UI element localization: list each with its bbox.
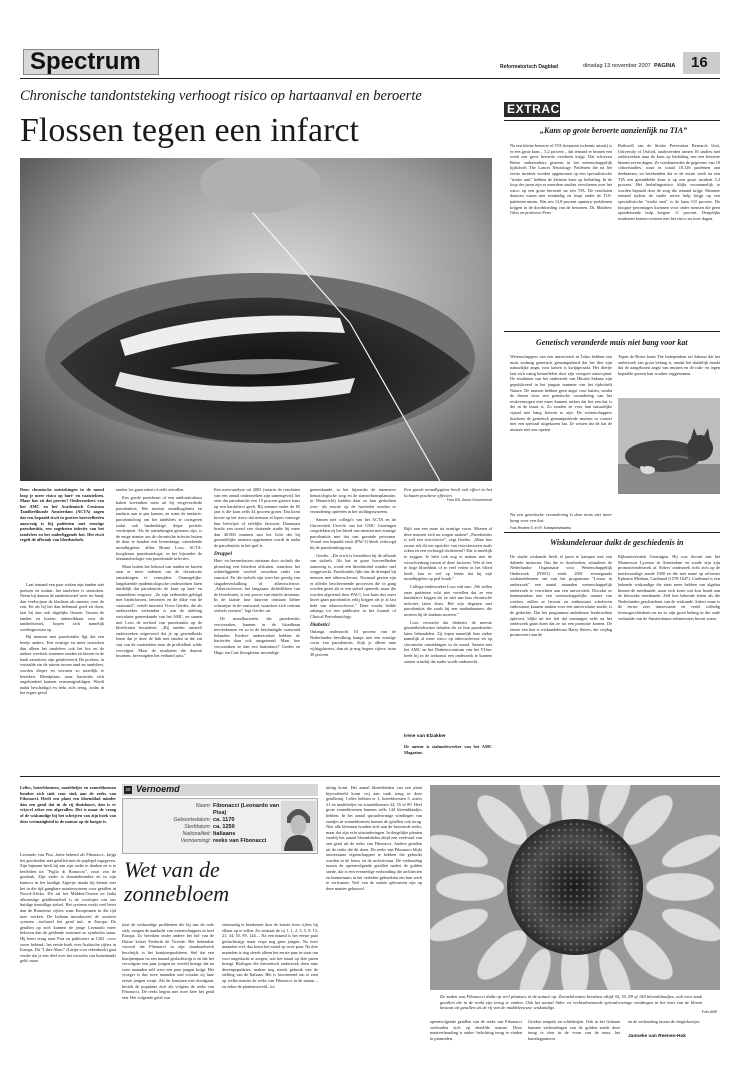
article-col1 bbox=[20, 582, 104, 762]
side1-bottom-rule bbox=[504, 331, 720, 332]
paragraph: Gerdes: „Dit eiwit is betrokken bij de afbraak van stolsels. Als het in grote hoeveelheden aanwezig is, wordt een bloedstolsel minder snel weggewerkt. Parodontitis lijkt dus de drempel bij mensen met atherosclerose. Normaal gezien zijn er allerlei beschermende processen die in gang worden gezet als er een stolsel optreedt, maar die worden afgeremd door PAI-1, hoe kans dus meer bezet gaan parodontitis erbij krijgen als je al last hebt van atherosclerose.” Deze vondst leidde onlangs tot een publicatie in het Journal of Clinical Periodontology. bbox=[310, 552, 396, 620]
side3-colA: De studie wiskunde heeft al jaren te kampen met een dalende instroom. Om die te doorbreken, stimuleert de Nederlandse Organisatie voor Wetenschappelijk Onderzoek (NWO) sinds 2001 eerstegraads wiskundeleraren om van het programma "Leraar in onderzoek" een aantal maanden wetenschappelijk onderzoek te verrichten aan een universiteit. Doordat ze kennismaken met een wetenschappelijke manier van werken, zullen ze bewust en enthousiast scholieren enthousiast kunnen maken voor een universitaire studie, is de gedachte. Dat het programma ambitieuze leerkrachten oplevert, blijkt uit het feit dat sommigen zelfs na het onderzoek gaan doen dat ze tot een promotie komen. De eerste van hen is wiskundeleraar Harry Sitters, die vrijdag promoveert aan de bbox=[510, 554, 612, 638]
fibonacci-info-values bbox=[213, 803, 281, 845]
masthead bbox=[20, 48, 720, 78]
paragraph: Een meta-analyse uit 2003 (waarin de resultaten van een aantal onderzoeken zijn samengevat) liet zien dat parodontitis een 19 procent grotere kans op een hartinfarct geeft. Bij mensen onder de 65 jaar is die kans zelfs 44 procent groter. Dat komt boven op het risico dat mensen al lopen vanwege hun leefwijze of erfelijke factoren. Daarnaast bracht een tweed vier duizende studie bij meer dan 40.000 mannen aan het licht dat bij gezondelijke mensen opgenomen wordt in nadat de parodontitis in het spel is. bbox=[214, 487, 300, 548]
article-byline: Irene van Elzakker bbox=[404, 734, 446, 739]
info-value: Fibonacci (Leonardo van Pisa) bbox=[213, 803, 280, 816]
series-header bbox=[122, 784, 318, 796]
paragraph: geneeskunde, in het bijzonder de intensieve hematologische zorg en de stamceltransplantatie, in Maastricht) hadden daar zo hun gedachten over: als reactie op de bacteriën zouden er verandering optreden in het stollingssysteem. bbox=[310, 487, 396, 515]
paragraph: tanden los gaan zitten of zelfs uitvallen. bbox=[116, 487, 185, 492]
info-label: Nationaliteit: bbox=[182, 831, 211, 837]
side1-title: „Kans op grote beroerte aanzienlijk na TIA” bbox=[540, 126, 688, 135]
paper-name: Reformatorisch Dagblad bbox=[500, 64, 559, 70]
paragraph: Bij mensen met parodontitis ligt dat een beetje anders. Een ernstige en meer ontstoken dan alleen het tandvlees ook het bot en de andere weefsels waarmee tanden en kiezen in de kaak vastzitten, zijn geïnfecteerd. De pockets, in vertaalde zin de ruimte tussen tand en tandvlees, worden dieper en wermen zo moeilijk te bereiken. Bloedplaats waar bacteriën zich ongehinderd kunnen vermenigvuldigen. Wordt nadat beschadigd en trekt zich terug, zodat in het ergste geval bbox=[20, 634, 104, 696]
paragraph: Loos verwacht dat diabetici de meeste gezondheidswinst behalen als ze hun parodontitis laten behandelen. Zij lopen namelijk hun ziekte namelijk al meer risico op atherosclerose en op chronische ontstekingen in de mond. Samen met het AMC en het Diabetescentrum van het VUmc heeft hij in de toekomst een onderzoek te kunnen starten waarbij dat nader wordt onderzocht. bbox=[404, 619, 492, 664]
article-col3 bbox=[214, 487, 300, 762]
page-number: 16 bbox=[691, 54, 708, 71]
side2-caption: Na een genetische verandering is deze muis niet meer bang voor een kat. bbox=[510, 512, 612, 523]
info-label: Naam: bbox=[195, 803, 211, 809]
info-label: Vernoemingi: bbox=[180, 838, 211, 844]
section-name: Spectrum bbox=[30, 48, 141, 75]
main-photo bbox=[20, 158, 492, 481]
sunflower-caption: De zaden van Fibonacci duikt op veel plaatsen in de natuur op. Zonnebloemen bevatten altijd 34, 55, 89 of 144 bloemblaadjes, ook voor zaak getallen die in de reeks zijn terug te vinden. Ook het aantal links- en rechtsdraaiende spiraalvormige windingen in het hart van de bloem bestaat uit getallen uit de rij van de middeleeuwse wiskundige. bbox=[440, 994, 702, 1011]
bottom-title bbox=[124, 858, 318, 906]
bottom-intro: Lelies, boterbloemen, madeliefjes en zonnebloemen houden zich stuk voor stuk aan de reeks van Fibonacci. Heeft een plant een bloemblad minder dan een getal dat in de rij thuishoort, dan is er vrijwel zeker een afgevallen. Het is maar de vraag of de wiskundige bij het schrijven van zijn boek van deze wetmatigheid in de natuur op de hoogte is. bbox=[20, 785, 116, 824]
bottom-col1: Leonardo van Pisa –beter bekend als Fibonacci– krijgt het gescheiden met getallen met de paplepel ingegeven. Zijn bijnaam heeft hij aan zijn vader te danken en is te herleiden tot "Figlio di Bonaccio", zoon van de goedzak. Zijn vader is douanebeambte en in zijn kantoor in het huidige Algerije maakt hij kennis met het in die tijd gangbare notatiesysteem voor getallen in Noord-Afrika. Dit uit het Midden-Oosten en India afkomstige getallenstelsel is de voorloper van ons huidige tientallige stelsel. Het systeem werkt veel beter dan de Romeinse cijfers waar Europeanen in die tijd mee werken. De Italiaan introduceert de oosterse systeem –inclusief het getal nul– in Europa. De getallen op zich kunnen de jonge Leonardo meer bekoren dan de geldende waarmee zo symbolen staan. Hij keert terug naar Pisa en publiceert in 1202 –voor zover bekend– het eerste boek over Arabische cijfers in Europa. Dit "Liber Abaci" (Latijn voor rekenboek) gaat verder dat je een deel over het wisselen van buitenlands geld, maar bbox=[20, 852, 116, 964]
article-kicker: Chronische tandontsteking verhoogt risico op hartaanval en beroerte bbox=[20, 88, 422, 104]
section-divider bbox=[20, 776, 720, 777]
subhead-diabetici: Diabetici bbox=[310, 621, 330, 628]
paragraph: Onlangs onderzocht 10 procent van de Nederlandse bevolking kampt met een ernstige vorm van parodontitis. Kijk je alleen naar vijftigplussers, dan zit je nog hogere cijfers: ruim 30 procent bbox=[310, 629, 396, 657]
side2-title: Genetisch veranderde muis niet bang voor kat bbox=[536, 338, 688, 347]
info-value: ca. 1250 bbox=[213, 824, 235, 830]
article-headline: Flossen tegen een infarct bbox=[20, 112, 359, 149]
bottom-col2: juist de wiskundige problemen die hij aan de orde stelt, vangen de aandacht van wetenschappers in heel Europa. Zo bereiken onder andere het hof van de Duitse keizer Frederik de Tweede. Het bekendste voorval dat Fibonacci in zijn standaardwerk beschrijft, is het konijnenprobleem. Stel dat een konijnenpaar na een maand geslachtsrijp is en dat het vervolgens een paar jongen ter wereld brengt, dat na twee maanden zelf weer een paar jongen krijgt. Het vroeger is dus twee maanden oud voordat zij haar eerste jongen werpt. Als de konijnen niet doodgaan, bestelt de populatie zich als volgens de reeks van Fibonacci. De reeks begint met twee keer het getal een. Het volgende getal van bbox=[122, 922, 214, 1000]
bottom-col4: uiting komt. Het aantal bloembladen van een plant bijvoorbeeld komt vrij aan vaak terug in deze getallenrij. Lelies hebben er 3, boterbloemen 5, asters 21 en madeliefjes en zonnebloemen 34, 55 of 89. Heel grote zonnebloemen kunnen zelfs 144 bloemblaadjes hebben. In het aantal spiraalvormige windingen van zaadjes in zonnebloemen komen de getallen ook terug. Niet alle bloemen houden zich aan de beroemde reeks, maar dat zijn echt uitzonderingen. In dergelijke planten vaarbij het aantal bloembladen altijd een veelvoud van een getal uit de reeks van Fibonacci. Andere getallen uit de reeks die dit doen. De reeks van Fibonacci blijkt interessante eigenschappen te hebben die gebruikt worden in de bouw en de architectuur. De verhouding tussen de opeenvolgende getallen nadert de gulden snede, dat is een evenredige verhouding die architecten en kunstenaars in het verleden gebruikten om hun werk te verfraaien. Veel van de oudste gebouwen zijn op deze manier gebouwd. bbox=[326, 785, 422, 891]
info-label: Sterfdatum: bbox=[184, 824, 211, 830]
info-value: ca. 1170 bbox=[213, 817, 235, 823]
fibonacci-info-box bbox=[122, 798, 318, 854]
info-value: Italiaans bbox=[213, 831, 236, 837]
page-label: PAGINA bbox=[654, 63, 676, 69]
article-intro: Door chronische ontstekingen in de mond loop je meer risico op hart- en vaatziekten. Maar hoe zit dat precies? Onderzoekers van het AMC en het Academisch Centrum Tandheelkunde Amsterdam (ACTA) zagen dat een bepaald eiwit in grotere hoeveelheden aanwezig is bij patiënten met ernstige parodontitis, een zogeheten infectie van het tandvlees en het onderliggende bot. Het eiwit regelt de afbraak van bloedstolsels. bbox=[20, 487, 104, 543]
paragraph: Hart- en hersenfarcten ontstaan door stolsels die plotseling een bloedvat afsluiten, waardoor het achterliggende weefsel verstoken raakt van zuurstof. En die stolsels zijn weer het gevolg van slagaderverkalking of atherosclerose. „Atherosclerose, het langzaam dichtslibben van de bloedvaten, is een proces van enkele decennia. In de laatste fase daarvan ontstaan kleine scheurtjes in de vaatwand, waardoor zich continu stolsels vormen”, legt Gerdes uit. bbox=[214, 558, 300, 614]
photo-caption: Een goede mondhygiëne heeft ook effect in het lichaam positieve effecten. bbox=[404, 487, 492, 498]
side2-credit: Foto Reuters S. en R. Kobayashi/naatha bbox=[510, 526, 571, 530]
side2-bottom-rule bbox=[504, 532, 720, 533]
side2-colA: Wetenschappers van een universiteit in Tokio hebben een muis zodanig genetisch gemanipuleerd dat het dier zijn natuurlijke angst voor katten is kwijtgeraakt. Het diertje laat zich rustig besnuffelen door zijn vroegere aartsvijand. De resultaten van het onderzoek van Hitoshi Sakano zijn gepubliceerd in het jongste nummer van het tijdschrift Nature. De muizen hebben geen angst voor katten, omdat de dieren door een genetische verandering van het reukvermogen niet meer kunnen ruiken dat het een kat is die in de buurt is. Zo zouden ze voor hun natuurlijke vijand niet bang hoeven te zijn. De wetenschappers brachten de genetisch gemanipuleerde muizen in contact met een speciaal uitgekozen kat. Ze wisten dat de kat de muizen niet zou opeten. bbox=[510, 354, 612, 432]
paragraph: Een goede poetsbeurt of een antibioticakuur baken bovendien niets uit bij vergevorderde parodontitis. Het moeten mondhygiënist en tandarts aan te pas komen, en soms de tandarts-parodontoloog om het tandvlees te corrigeren zodat ook hardnekkige, diepe pockets verdwijnen. Als de ontstekingen genezen zijn, is de enige manier om de chronische infectie buiten de deur te houden een levenslange, uitstekende mondhygiëne, aldus Bruno Loos, ACTA-hoogleraar parodontologie, in het bijzonder de immunobiologie van parodontale infecties. bbox=[116, 494, 202, 562]
bottom-byline: Janneke van Reenen-Hak bbox=[628, 1034, 686, 1039]
subhead-druppel: Druppel bbox=[214, 550, 232, 557]
bottom-title-text: Wet van de zonnebloem bbox=[124, 857, 230, 906]
info-value: reeks van Fibonacci bbox=[213, 838, 267, 844]
bottom-col7: en de verhouding tussen de vingerkootjes. bbox=[628, 1019, 701, 1024]
info-label: Geboortedatum: bbox=[173, 817, 211, 823]
extract-top-rule bbox=[504, 120, 720, 121]
paragraph: Maar buiten het behoud van tanden en kiezen zien er meer redenen om de chronische ontstekingen te vermijden. Onmogelijke, langdurende epidemiologische onderzoeken laten duidelijk dat parodontitis de kans op hart- en vaatziekten vergroot. „Ze zijn verbonden geldigd met hartinfarcten, beroertes en de dikte van de vaatwand”, vertelt internist Victor Gerdes, die als onderzoeker verbonden is aan de afdeling vasculaire geneeskunde van het AMC. en samen met Loos de invloed van parodontitis op de bloedvaten bestudeert. „Bij tanden uitsterft onderzoeken uitgevoerd dat je op gezondheids lenen dat je deze de link met tanden in die zin van van de vaatziekten naar de prolfielbak wilde vervolgen. Maar de resultaten die daaruit kwamen, bevestigden het verband juist.” bbox=[116, 563, 202, 659]
bottom-col5: opeenvolgende getallen van de reeks van Fibonacci verhouden zich op dezelfde manier. Deze maatverhouding is onder- belichting terug te vinden in piramiden, bbox=[430, 1019, 522, 1041]
sunflower-credit: Foto ANP bbox=[702, 1010, 718, 1014]
cat-and-mouse-image bbox=[618, 398, 720, 494]
flossing-mouth-image bbox=[20, 158, 492, 481]
cat-photo bbox=[618, 398, 720, 494]
side2-colB: Tegen de Britse krant The Independent zei Sakano dat het onderzoek van groot belang is, omdat het duidelijk maakt dat de aangeboren angst van muizen en de ruik- en tegen bepaalde geuren kan worden veggenomen. bbox=[618, 354, 720, 376]
photo-credit: Foto RD, Anton Dommerholt bbox=[446, 498, 492, 503]
paragraph: De mondbacteriën die parodontitis veroorzaken, kunnen in de bloedbaan terechtkomen en zo in de beschadigde vaatwand belanden. Eerdere onderzoeken hebben de bacteriën daar ook aangetoond. Maar hoe veroorzaken ze dan een hartinfarct? Gerdes en Hugo ten Cate (hoogleraar inwendige bbox=[214, 616, 300, 655]
fibonacci-portrait-image bbox=[281, 801, 316, 851]
sunflower-photo bbox=[430, 785, 720, 990]
side1-colB: Rothwell van de Stroke Prevention Research Unit, University of Oxford, analyseerden samen 18 studies met onderzoeken naar de kans op herhaling van een beroerte binnen zeven dagen. Ze combineerden de gegevens van 18 cohortstudies, waar in totaal 10.126 patiënten aan deelnamen, en berekenden dat er de eerste week na een TIA een gemiddelde kans is op een groot incident 5,2 procent. Het herhalingsrisico blijkt voornamelijk te worden bepaald door de zorg die iemand krijgt. Wanneer iemand tijdens de studie eerste hulp krijgt op een specialistische "stroke unit" is de kans 0,9 procent. De hoogste percentages kwamen voor onder mensen die geen spoedeisende hulp kregen: 11 procent. Dergelijke resultaten komen overeen met het risico na twee dagen. bbox=[618, 143, 720, 221]
sunflower-image bbox=[430, 785, 720, 990]
side1-colA: Na een kleine beroerte of TIA (transient ischemic attack) is er een grote kans – 5,2 procent – dat iemand er binnen een week een grote beroerte overheen krijgt. Dat schreven Britse onderzoekers gisteren in het wetenschappelijk tijdschrift The Lancet Neurology. Patiënten die na het eerste incident worden opgenomen op een specialistische "stroke unit" hebben de kleinste kans op herhaling. In de loop der jaren zijn er meerdere studies verschenen over het risico op een grote beroerte na een TIA. De resultaten daarvan waren niet eenduidig en loopt onder de TIA-patiënten uiteen. Wat een 12,8 procent opnieuw problemen krijgen in de doorbloeding van de hersenen. Dr. Matthew Giles en professor Peter bbox=[510, 143, 612, 216]
fibonacci-info-labels bbox=[127, 803, 211, 845]
article-col5 bbox=[404, 526, 492, 716]
page-date: dinsdag 13 november 2007 bbox=[583, 63, 651, 69]
series-icon: 20 bbox=[125, 787, 131, 792]
paragraph: Bijft aan een mate tot ernstige vorm. Moeten al deze mensen zich nu zorgen maken? „Parodontitis is zelf een risicofactor”, zegt Gerdes. „Maar hoe zwaar telt dit ten opzichte van risicofactoren zoals roken en een verhoogd cholesterol? Dat is moeilijk te zeggen. Je hebt ook nog te maken met de wisselwerking tussen al deze factoren. Wie al een te hoge bloeddruk of te veel vetten in het bloed heeft, kan er wel op letten dat hij zijn mondhygiëne op peil houdt.” bbox=[404, 526, 492, 582]
paragraph: Samen met collega's van het ACTA en de Universiteit Utrecht van het UMC Groningen vergelekten zij het bloed van mensen met ernstige parodontitis met dat van gezonde personen. Vooral een bepaald eiwit (PAI-1) bleek verhoogd bij de parodontitisgroep. bbox=[310, 516, 396, 550]
bottom-col6: Griekse tempels en schilderijen. Ook in het lichaam kunnen verhoudingen van de gulden snede deze terug te zien in de vorm van de neus, het hartslagpatroon bbox=[528, 1019, 620, 1041]
fibonacci-portrait bbox=[281, 801, 316, 851]
photo-caption-block bbox=[404, 487, 492, 521]
article-col2 bbox=[116, 487, 202, 762]
article-byline-note: De auteur is stafmedewerker van het AMC Magazine. bbox=[404, 744, 492, 755]
paragraph: Laat iemand een paar weken zijn tanden niet poetsen en zodaar, het tandvlees is ontstoken. Neem bij daarna de tandenborstel weer ter hand, dan verdwijnen de klachten als sneeuw voor de zon. En als bij het dan helemaal goed zit doen, laat hij dan ook dagelijks flossen. Tussen de tanden en kiezen, onbereikbaar voor de tandenborstel, hopen zich namelijk voedingsresten op. bbox=[20, 582, 104, 632]
bottom-col3: eenvoudig te berekenen door de laatste twee cijfers bij elkaar op te tellen. Zo ontstaat de rij 1, 1, 2, 3, 5, 8, 13, 21, 34, 55, 89, 144,... Na een maand is het eerste paar geslachtsrijp: maar verpt nog geen jongen. Na twee maanden wel, dus komt het totaal op twee paar. Na drie maanden is nog steeds alleen het eerste paar in staat om voor nageslacht te zorgen, wat het totaal op drie paren brengt. Biologen die theoretisch onderzoek doen naar dierenpopulaties, maken nog steeds gebruik van de stelling van de Italiaan. Het is fascinerend om te zien op welke manier de reeks van Fibonacci in de natuur –en zeker de plantenwereld– tot bbox=[222, 922, 318, 989]
extract-logo: EXTRACT bbox=[507, 102, 568, 116]
article-col4 bbox=[310, 487, 396, 762]
masthead-rule bbox=[20, 78, 720, 79]
side3-colB: Rijksuniversiteit Groningen. Hij was docent aan het Montessori Lyceum in Amsterdam en ronde zijn zijn promotieonderzoek af. Sitters' onderzoek richt zich op de merkwaardige zonde 1900 en die met name op reformer Ephraim Meehan, Cardinaal (1578-1647). Cardinaal is een bekende wiskundige die niets meer hebben van algebra binnen de meetkunde, maar zich korte wat kort houdt aan de klassieke meetkunde. Zelf hen bekende feiten als die Nederlandse geschiedenis van de wiskunde. Sitters maar is de eerste zeer interessante en vertel volledig levensgeschiedenis en na zo zijn groot belang in die oude verhaalde van de Amsterdamse telemeesters boven water. bbox=[618, 554, 720, 621]
side3-title: Wiskundeleraar duikt de geschiedenis in bbox=[550, 538, 684, 547]
series-name: Vernoemd bbox=[136, 784, 180, 794]
paragraph: Collega-onderzoeker Loos valt aan: „We zullen onze patiënten echt niet vertellen dat ze een hartinfarct krijgen als ze niet aan hun chronische infecties laten doen. Het zijn degenen met parodontitis die zoals bij een tandenkunnen, die moeten bij de tandarts moeten.” bbox=[404, 583, 492, 617]
